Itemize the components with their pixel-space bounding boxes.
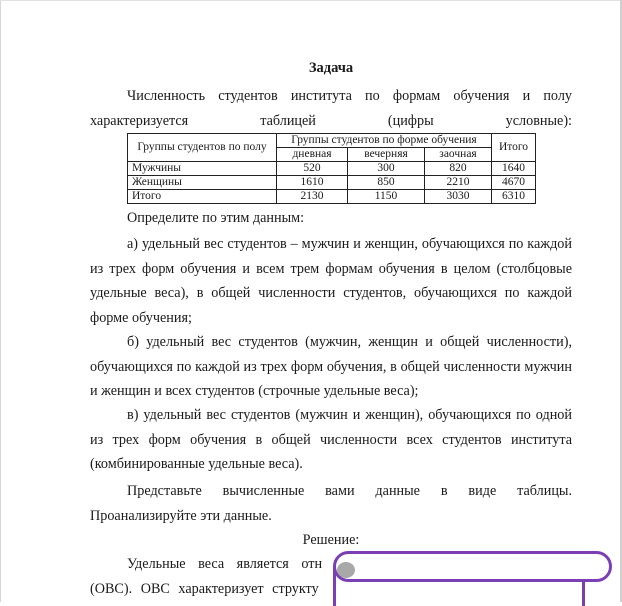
present-paragraph: Представьте вычисленные вами данные в виде таблицы. Проанализируйте эти данные. [90,483,572,524]
table-cell: 1640 [492,162,536,176]
table-row [128,162,536,176]
table-header-evening: вечерняя [348,148,425,162]
overlay-scroll-bar[interactable] [333,551,612,582]
table-header-gender: Группы студентов по полу [128,134,277,162]
item-v-paragraph: в) удельный вес студентов (мужчин и женщин), обучающихся по одной из трех форм обучения в общей численности всех студентов института (комбинированные удельные веса). [90,407,572,472]
table-header-correspondence: заочная [425,148,492,162]
table-cell: 1610 [277,176,348,190]
table-header-total: Итого [492,134,536,162]
table-row [128,190,536,204]
page-border-left [0,0,1,602]
table-cell: 2130 [277,190,348,204]
students-table [127,133,536,204]
table-cell: 820 [425,162,492,176]
intro-paragraph: Численность студентов института по формам обучения и полу характеризуется таблицей (цифры условные): [90,88,572,129]
table-row-label: Итого [128,190,277,204]
overlay-handle-icon[interactable] [337,562,355,578]
solution-heading: Решение: [302,532,360,548]
table-row-label: Женщины [128,176,277,190]
table-cell: 6310 [492,190,536,204]
table-cell: 4670 [492,176,536,190]
ovc-line-2: (ОВС). ОВС характеризует структу [90,580,319,597]
table-cell: 2210 [425,176,492,190]
item-b-paragraph: б) удельный вес студентов (мужчин, женщин и общей численности), обучающихся по каждой из трех форм обучения, в общей численности мужчин и женщин и всех студентов (строчные удельные веса); [90,334,572,399]
table-row-label: Мужчины [128,162,277,176]
item-a-paragraph: а) удельный вес студентов – мужчин и женщин, обучающихся по каждой из трех форм обучения и всем трем формам обучения в целом (столбцовые удельные веса), в общей численности студентов, обучающихся по каждой форме обучения; [90,236,572,326]
table-cell: 1150 [348,190,425,204]
ovc-line-1: Удельные веса является отн [127,556,323,572]
table-cell: 520 [277,162,348,176]
table-header-row [128,134,536,148]
table-cell: 3030 [425,190,492,204]
document-title: Задача [308,60,354,76]
page-border-top [0,0,622,1]
table-cell: 850 [348,176,425,190]
table-header-day: дневная [277,148,348,162]
table-header-form: Группы студентов по форме обучения [277,134,492,148]
table-row [128,176,536,190]
task-line: Определите по этим данным: [127,210,305,226]
table-cell: 300 [348,162,425,176]
